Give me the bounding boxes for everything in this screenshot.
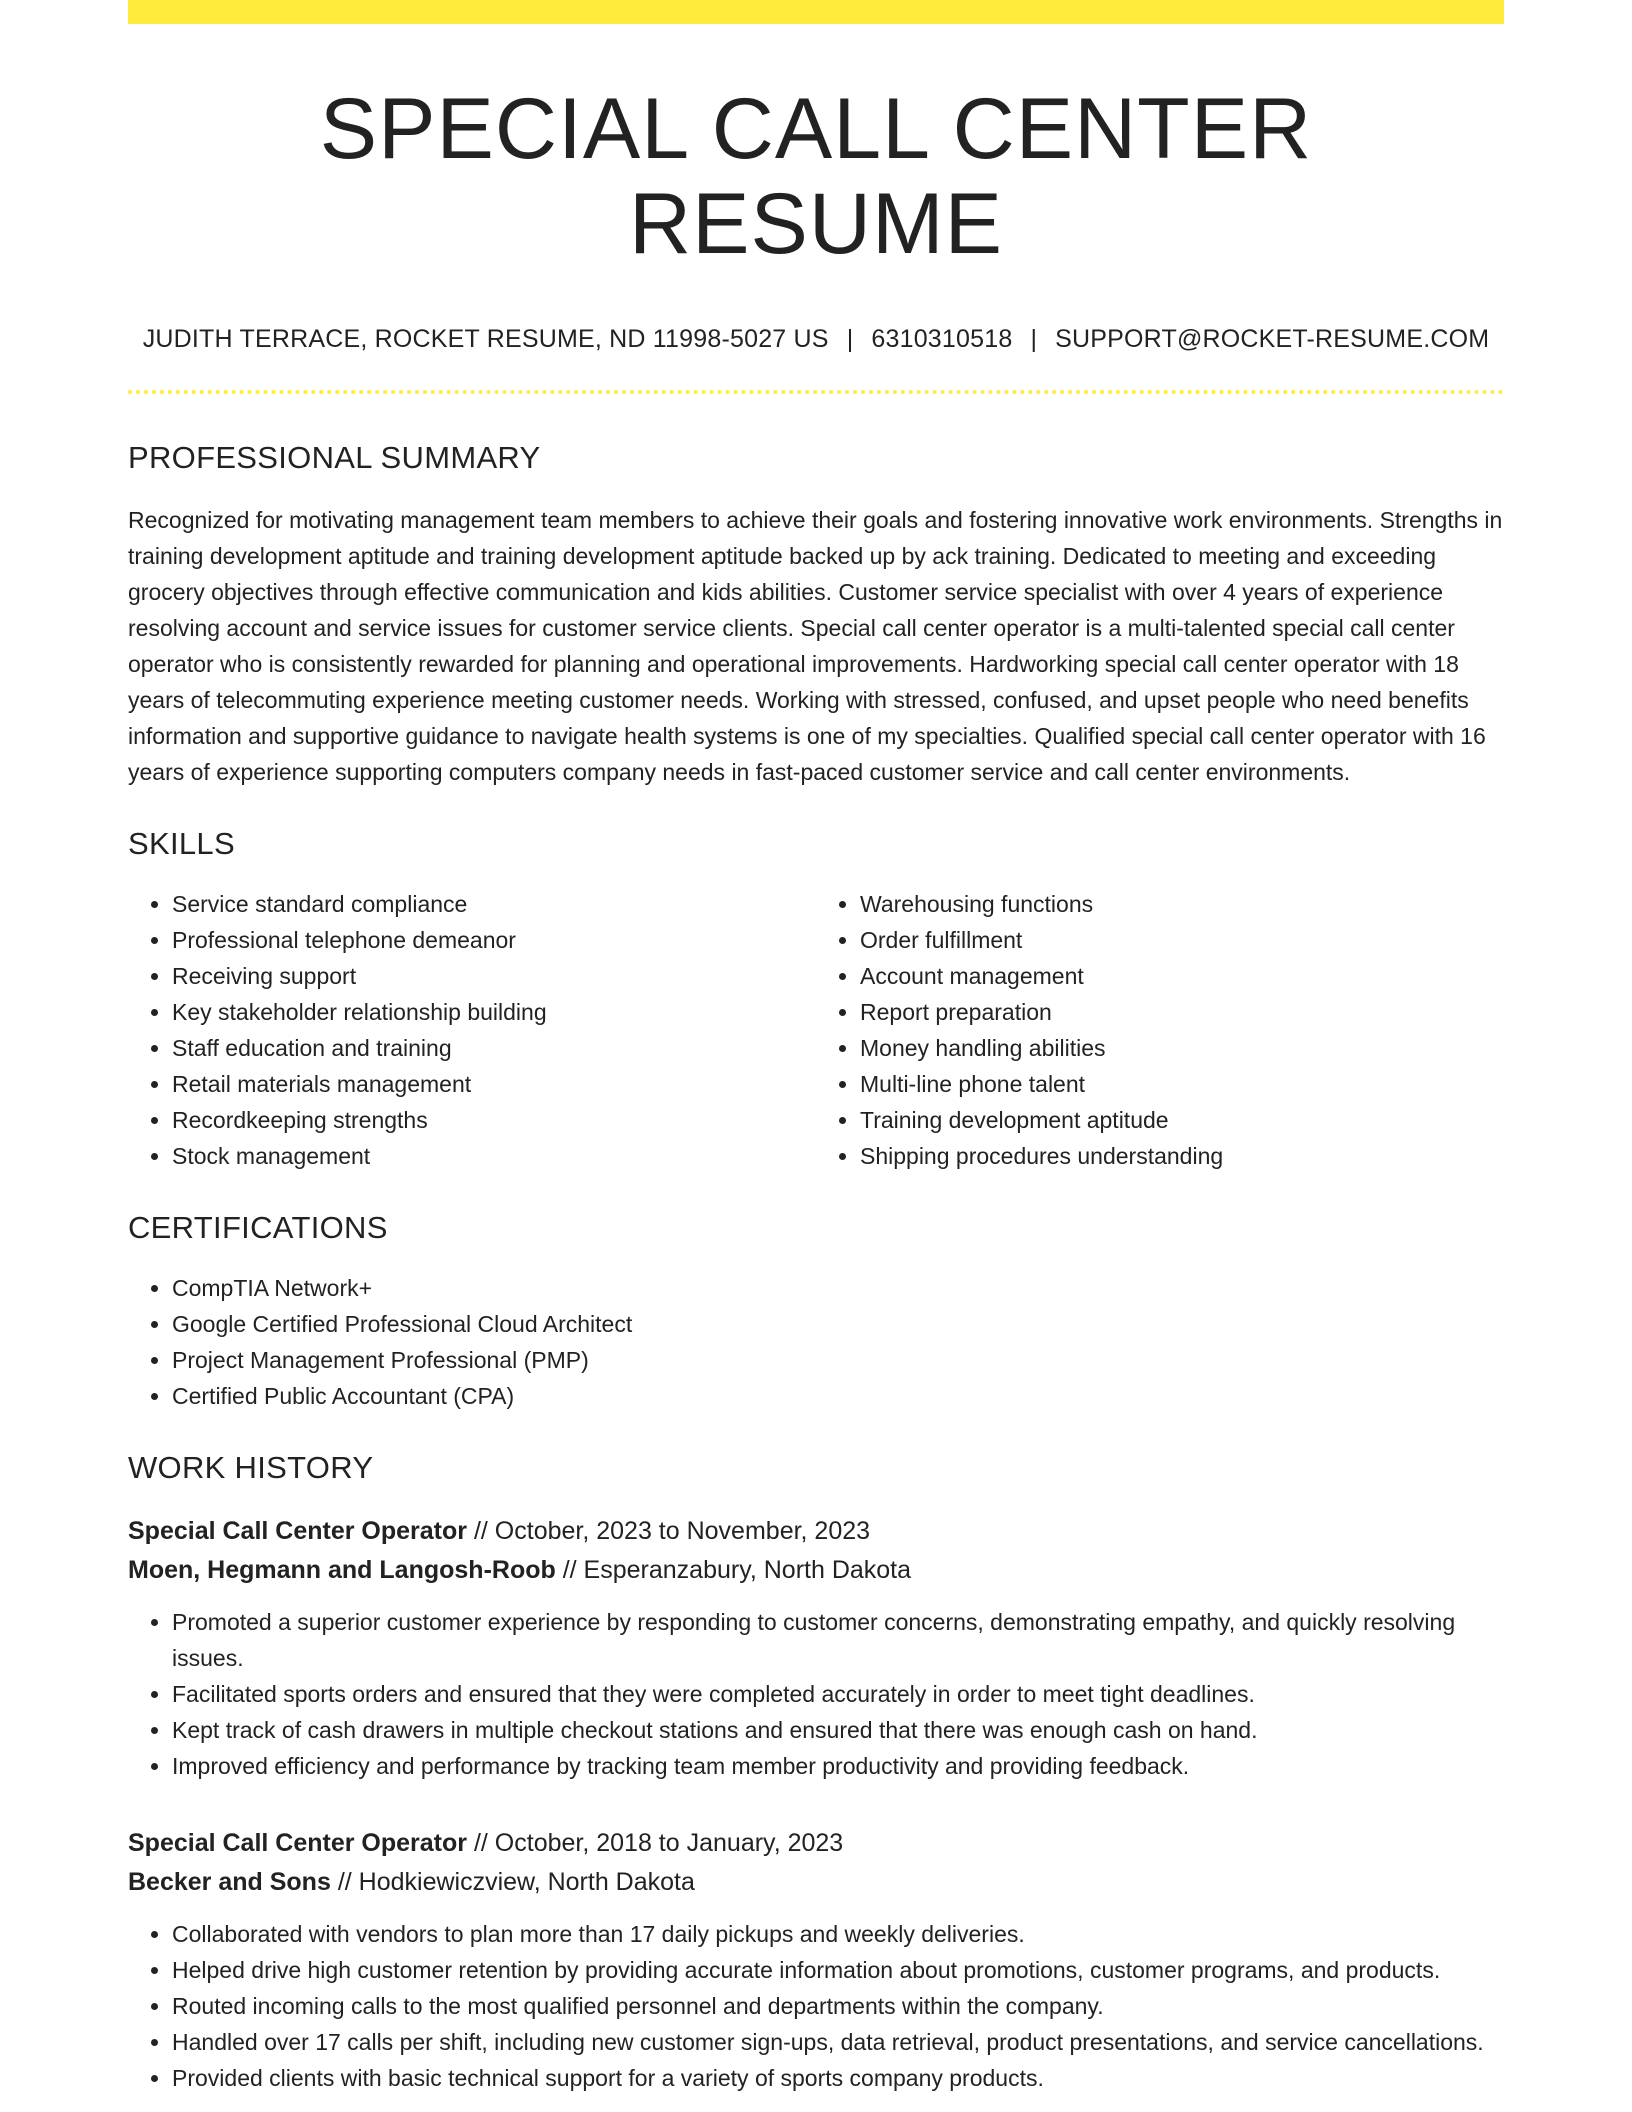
certification-item: • Certified Public Accountant (CPA) xyxy=(172,1378,1504,1414)
job-bullet: • Routed incoming calls to the most qualified personnel and departments within the company. xyxy=(172,1988,1504,2024)
job-entry xyxy=(128,1512,1504,1784)
skill-item: • Order fulfillment xyxy=(860,922,1504,958)
job-bullets xyxy=(128,1916,1504,2096)
job-bullets xyxy=(128,1604,1504,1784)
certifications-list xyxy=(128,1270,1504,1414)
resume-page xyxy=(128,0,1504,2096)
job-company-line xyxy=(128,1551,1504,1590)
summary-heading: PROFESSIONAL SUMMARY xyxy=(128,440,541,476)
skill-item: • Shipping procedures understanding xyxy=(860,1138,1504,1174)
job-title: Special Call Center Operator xyxy=(128,1829,468,1858)
job-dates: // October, 2023 to November, 2023 xyxy=(473,1517,871,1546)
skill-item: • Account management xyxy=(860,958,1504,994)
skill-item: • Professional telephone demeanor xyxy=(172,922,816,958)
work-history-section xyxy=(128,1450,1504,2096)
contact-phone: 6310310518 xyxy=(871,325,1013,354)
contact-email: SUPPORT@ROCKET-RESUME.COM xyxy=(1055,325,1490,354)
dotted-divider xyxy=(128,390,1504,394)
skill-item: • Staff education and training xyxy=(172,1030,816,1066)
contact-address: JUDITH TERRACE, ROCKET RESUME, ND 11998-5027 US xyxy=(142,325,829,354)
contact-separator: | xyxy=(846,325,854,354)
skill-item: • Receiving support xyxy=(172,958,816,994)
skill-item: • Key stakeholder relationship building xyxy=(172,994,816,1030)
resume-title: SPECIAL CALL CENTER RESUME xyxy=(319,81,1313,272)
job-dates: // October, 2018 to January, 2023 xyxy=(473,1829,844,1858)
skill-item: • Money handling abilities xyxy=(860,1030,1504,1066)
summary-section xyxy=(128,440,1504,790)
job-title-line xyxy=(128,1824,1504,1863)
skill-item: • Recordkeeping strengths xyxy=(172,1102,816,1138)
skill-item: • Service standard compliance xyxy=(172,886,816,922)
job-bullet: • Facilitated sports orders and ensured that they were completed accurately in order to meet tight deadlines. xyxy=(172,1676,1504,1712)
job-title: Special Call Center Operator xyxy=(128,1517,468,1546)
skills-columns xyxy=(128,886,1504,1174)
certifications-heading: CERTIFICATIONS xyxy=(128,1210,388,1246)
job-company-line xyxy=(128,1863,1504,1902)
work-history-heading: WORK HISTORY xyxy=(128,1450,374,1486)
contact-separator: | xyxy=(1030,325,1038,354)
skills-list-right xyxy=(816,886,1504,1174)
skill-item: • Multi-line phone talent xyxy=(860,1066,1504,1102)
certifications-section xyxy=(128,1210,1504,1414)
skills-heading: SKILLS xyxy=(128,826,235,862)
certification-item: • Google Certified Professional Cloud Architect xyxy=(172,1306,1504,1342)
job-bullet: • Provided clients with basic technical support for a variety of sports company products. xyxy=(172,2060,1504,2096)
certification-item: • Project Management Professional (PMP) xyxy=(172,1342,1504,1378)
job-company: Moen, Hegmann and Langosh-Roob xyxy=(128,1556,556,1585)
skill-item: • Retail materials management xyxy=(172,1066,816,1102)
job-bullet: • Improved efficiency and performance by tracking team member productivity and providing feedback. xyxy=(172,1748,1504,1784)
job-bullet: • Collaborated with vendors to plan more than 17 daily pickups and weekly deliveries. xyxy=(172,1916,1504,1952)
job-location: // Hodkiewiczview, North Dakota xyxy=(337,1868,695,1897)
job-bullet: • Helped drive high customer retention by providing accurate information about promotions, customer programs, and products. xyxy=(172,1952,1504,1988)
job-bullet: • Promoted a superior customer experience by responding to customer concerns, demonstrating empathy, and quickly resolving issues. xyxy=(172,1604,1504,1676)
job-location: // Esperanzabury, North Dakota xyxy=(562,1556,912,1585)
contact-line xyxy=(128,325,1504,354)
skills-list-left xyxy=(128,886,816,1174)
skill-item: • Report preparation xyxy=(860,994,1504,1030)
skill-item: • Stock management xyxy=(172,1138,816,1174)
job-company: Becker and Sons xyxy=(128,1868,331,1897)
skills-section xyxy=(128,826,1504,1174)
summary-text: Recognized for motivating management team members to achieve their goals and fostering innovative work environments. Strengths in training development aptitude and training development aptitude backed up by ack training. Dedicated to meeting and exceeding grocery objectives through effective communication and kids abilities. Customer service specialist with over 4 years of experience resolving account and service issues for customer service clients. Special call center operator is a multi-talented special call center operator who is consistently rewarded for planning and operational improvements. Hardworking special call center operator with 18 years of telecommuting experience meeting customer needs. Working with stressed, confused, and upset people who need benefits information and supportive guidance to navigate health systems is one of my specialties. Qualified special call center operator with 16 years of experience supporting computers company needs in fast-paced customer service and call center environments. xyxy=(128,507,1503,786)
job-title-line xyxy=(128,1512,1504,1551)
job-entry xyxy=(128,1824,1504,2096)
job-bullet: • Kept track of cash drawers in multiple checkout stations and ensured that there was enough cash on hand. xyxy=(172,1712,1504,1748)
certification-item: • CompTIA Network+ xyxy=(172,1270,1504,1306)
job-bullet: • Handled over 17 calls per shift, including new customer sign-ups, data retrieval, product presentations, and service cancellations. xyxy=(172,2024,1504,2060)
skill-item: • Training development aptitude xyxy=(860,1102,1504,1138)
accent-bar xyxy=(128,0,1504,24)
skill-item: • Warehousing functions xyxy=(860,886,1504,922)
